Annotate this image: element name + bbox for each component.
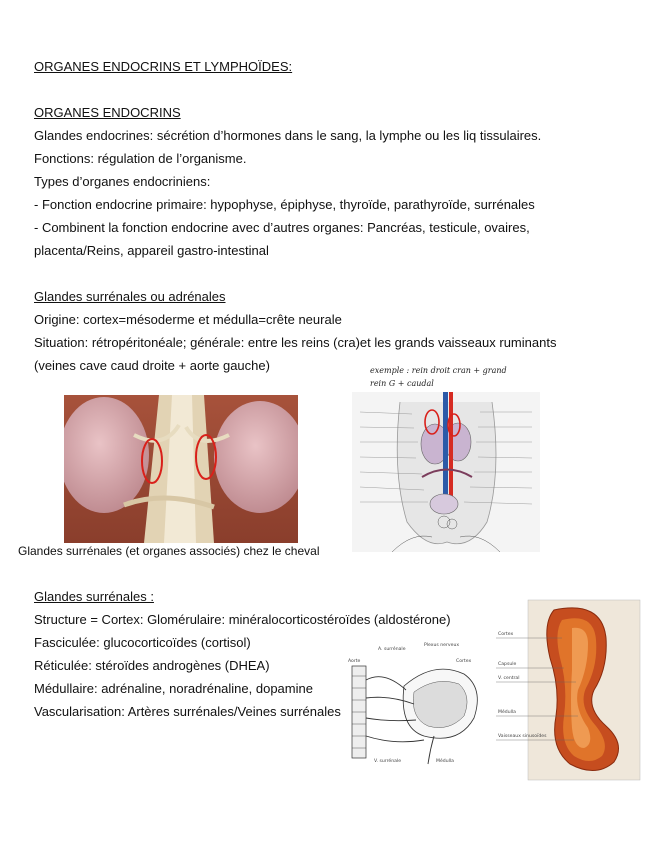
section-heading-adrenal: Glandes surrénales ou adrénales [34,289,226,304]
section-heading-adrenal-structure: Glandes surrénales : [34,589,154,604]
vessel-label: Plexus nerveux [424,643,460,648]
text-line: Réticulée: stéroïdes androgènes (DHEA) [34,658,270,673]
text-line: Fasciculée: glucocorticoïdes (cortisol) [34,635,251,650]
document-title: ORGANES ENDOCRINS ET LYMPHOÏDES: [34,59,293,74]
vascularisation-diagram [344,640,492,766]
adrenal-section-photo [494,598,644,782]
vessel-label: Cortex [456,659,472,664]
text-line: (veines cave caud droite + aorte gauche) [34,358,270,373]
text-line: - Combinent la fonction endocrine avec d’autres organes: Pancréas, testicule, ovaires, [34,220,530,235]
vessel-label: A. surrénale [378,647,406,652]
section-label: V. central [498,676,520,681]
text-line: Vascularisation: Artères surrénales/Veines surrénales [34,704,341,719]
text-line: Médullaire: adrénaline, noradrénaline, dopamine [34,681,313,696]
handwritten-note-line: exemple : rein droit cran + grand [370,366,507,375]
section-heading-endocrine: ORGANES ENDOCRINS [34,105,181,120]
vessel-label: V. surrénale [374,759,402,764]
section-label: Vaisseaux sinusoïdes [498,734,547,739]
handwritten-note-line: rein G + caudal [370,379,434,388]
section-label: Cortex [498,632,514,637]
text-line: Types d’organes endocriniens: [34,174,211,189]
text-line: Situation: rétropéritonéale; générale: entre les reins (cra)et les grands vaisseaux ruminants [34,335,557,350]
text-line: - Fonction endocrine primaire: hypophyse, épiphyse, thyroïde, parathyroïde, surrénales [34,197,535,212]
horse-adrenal-photo [64,395,298,543]
photo-caption: Glandes surrénales (et organes associés) chez le cheval [18,544,320,558]
text-line: Glandes endocrines: sécrétion d’hormones dans le sang, la lymphe ou les liq tissulaires. [34,128,542,143]
text-line: placenta/Reins, appareil gastro-intestinal [34,243,269,258]
vessel-label: Médulla [436,759,454,764]
text-line: Origine: cortex=mésoderme et médulla=crête neurale [34,312,342,327]
text-line: Fonctions: régulation de l’organisme. [34,151,247,166]
section-label: Médulla [498,710,516,715]
section-label: Capsule [498,662,517,667]
anatomy-drawing [352,392,540,552]
text-line: Structure = Cortex: Glomérulaire: minéralocorticostéroïdes (aldostérone) [34,612,451,627]
vessel-label: Aorte [348,659,361,664]
